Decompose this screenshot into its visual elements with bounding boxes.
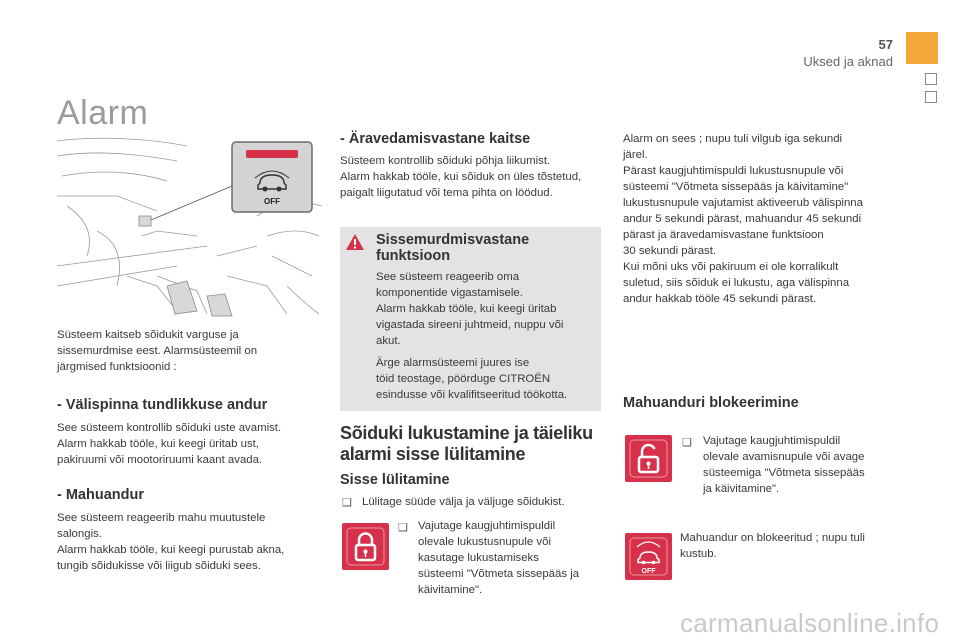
chapter-tab	[906, 32, 938, 64]
alarm-off-button-icon	[625, 533, 672, 580]
volume-sensor-heading: - Mahuandur	[57, 487, 144, 503]
tow-protection-heading: - Äravedamisvastane kaitse	[340, 131, 531, 147]
chapter-tab-empty	[925, 91, 937, 103]
page-title: Alarm	[57, 94, 149, 132]
volume-sensor-text: See süsteem reageerib mahu muutustele salongis. Alarm hakkab tööle, kui keegi purustab akna, tungib sõidukisse või liigub sõiduki sees.	[57, 512, 285, 572]
bullet-marker: ❑	[398, 522, 408, 534]
page-number: 57	[878, 37, 893, 52]
alarm-button-off-label: OFF	[264, 197, 280, 206]
block-bullet-text: Vajutage kaugjuhtimispuldil olevale avamisnupule või avage süsteemiga "Võtmeta sissepääs ja käivitamine".	[703, 435, 865, 495]
exterior-sensor-text: See süsteem kontrollib sõiduki uste avamist. Alarm hakkab tööle, kui keegi üritab ust, pakiruumi või mootoriruumi kaant avada.	[57, 422, 282, 466]
warning-icon	[345, 233, 365, 256]
tow-protection-text: Süsteem kontrollib sõiduki põhja liikumist. Alarm hakkab tööle, kui sõiduk on üles tõstetud, paigalt liigutatud või tema pihta on löödud.	[340, 155, 582, 199]
intro-paragraph: Süsteem kaitseb sõidukit varguse ja sissemurdmise eest. Alarmsüsteemil on järgmised funktsioonid :	[57, 329, 258, 373]
warning-text-1: See süsteem reageerib oma komponentide vigastamisele. Alarm hakkab tööle, kui keegi üritab vigastada sireeni juhtmeid, nuppu või akut.	[376, 271, 564, 347]
alarm-off-icon-label: OFF	[641, 568, 656, 575]
locking-heading: Sõiduki lukustamine ja täieliku alarmi sisse lülitamine	[340, 423, 593, 464]
dashboard-alarm-button-illustration	[57, 136, 322, 319]
exterior-sensor-heading: - Välispinna tundlikkuse andur	[57, 397, 268, 413]
chapter-tab-empty	[925, 73, 937, 85]
lock-button-icon	[342, 523, 389, 570]
bullet-marker: ❑	[342, 497, 352, 509]
warning-title: Sissemurdmisvastane funktsioon	[376, 232, 530, 264]
bullet-marker: ❑	[682, 437, 692, 449]
switch-on-heading: Sisse lülitamine	[340, 472, 450, 488]
watermark: carmanualsonline.info	[680, 608, 940, 638]
lock-bullet-text: Vajutage kaugjuhtimispuldil olevale lukustusnupule või kasutage lukustamiseks süsteemi "Võtmeta sissepääs ja käivitamine".	[418, 520, 580, 596]
warning-text-2: Ärge alarmsüsteemi juures ise töid teostage, pöörduge CITROËN esindusse või kvalifitseeritud töökotta.	[376, 357, 568, 401]
unlock-button-icon	[625, 435, 672, 482]
section-name: Uksed ja aknad	[803, 54, 893, 69]
blocked-text: Mahuandur on blokeeritud ; nupu tuli kustub.	[680, 532, 865, 560]
volume-block-heading: Mahuanduri blokeerimine	[623, 395, 799, 411]
switch-on-bullet: Lülitage süüde välja ja väljuge sõidukist.	[362, 496, 565, 508]
alarm-on-text: Alarm on sees ; nupu tuli vilgub iga sekundi järel. Pärast kaugjuhtimispuldi lukustusnupule või süsteemi "Võtmeta sissepääs ja käivitamine" lukustusnupule vajutamist aktiveerub välispinna andur 5 sekundi pärast, mahuandur 45 sekundi pärast ja äravedamisvastane funktsioon 30 sekundi pärast. Kui mõni uks või pakiruum ei ole korralikult suletud, siis sõiduk ei lukustu, aga välispinna andur hakkab tööle 45 sekundi pärast.	[623, 133, 863, 305]
